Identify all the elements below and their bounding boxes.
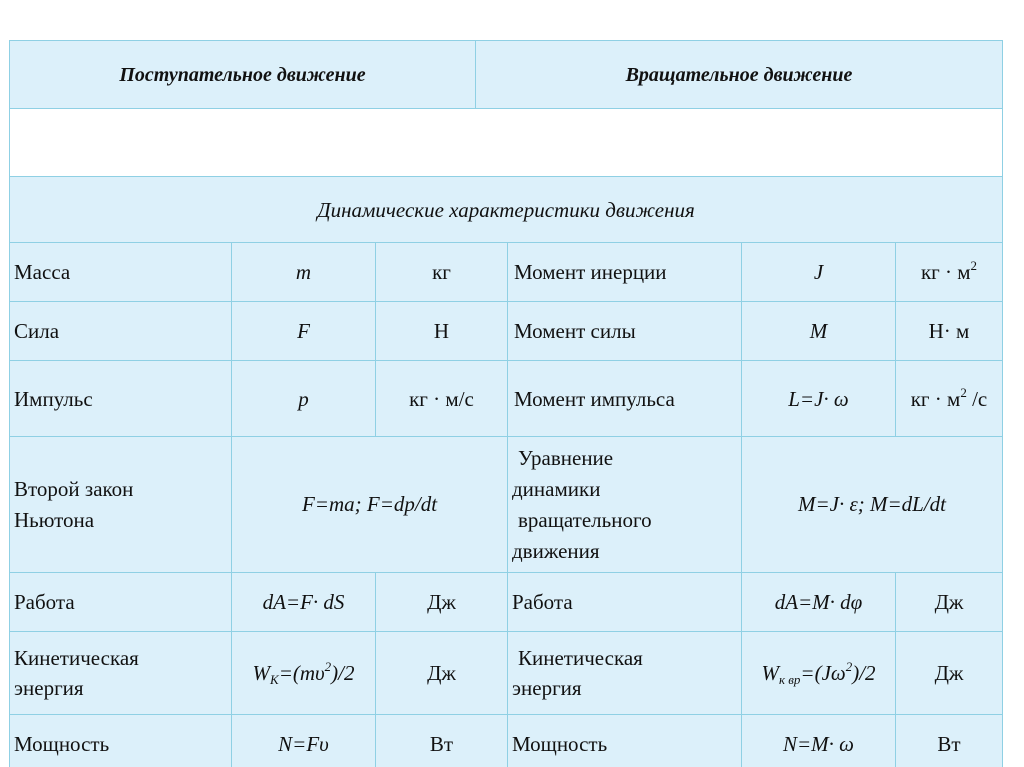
quantity-line: движения <box>512 538 600 563</box>
quantity-line: Кинетическая <box>518 646 643 670</box>
quantity-line: Уравнение <box>518 445 614 470</box>
table-row <box>10 715 1003 767</box>
unit-superscript: 2 <box>970 258 978 273</box>
translational-symbol <box>232 632 376 715</box>
symbol-superscript: 2 <box>324 659 332 674</box>
translational-quantity <box>10 437 232 573</box>
translational-quantity: Масса <box>10 243 232 302</box>
translational-unit: Дж <box>376 573 508 632</box>
rotational-symbol <box>742 632 896 715</box>
rotational-symbol: dA=M· dφ <box>742 573 896 632</box>
symbol-part: W <box>252 661 271 685</box>
table-row <box>10 573 1003 632</box>
rotational-unit: Дж <box>896 632 1003 715</box>
symbol-superscript: 2 <box>845 659 853 674</box>
symbol-part: =(mυ <box>278 661 325 685</box>
symbol-subscript: K <box>270 672 279 687</box>
translational-quantity: Сила <box>10 302 232 361</box>
unit-superscript: 2 <box>960 384 967 400</box>
rotational-unit <box>896 361 1003 437</box>
symbol-part: =(Jω <box>800 661 846 685</box>
quantity-line: энергия <box>14 676 84 700</box>
quantity-line: Ньютона <box>14 507 95 532</box>
rotational-symbol: J <box>742 243 896 302</box>
rotational-symbol: M <box>742 302 896 361</box>
translational-unit: кг <box>376 243 508 302</box>
header-table <box>9 40 1003 243</box>
blank-row <box>10 109 1003 177</box>
rotational-quantity: Момент импульса <box>508 361 742 437</box>
rotational-quantity: Работа <box>508 573 742 632</box>
table-row <box>10 632 1003 715</box>
translational-quantity: Мощность <box>10 715 232 767</box>
symbol-part: )/2 <box>331 661 355 685</box>
symbol-subscript: к вр <box>778 672 801 687</box>
rotational-unit <box>896 243 1003 302</box>
rotational-quantity: Мощность <box>508 715 742 767</box>
dynamics-table <box>9 242 1003 767</box>
rotational-symbol: N=M· ω <box>742 715 896 767</box>
unit-tail: /с <box>966 386 988 411</box>
symbol-part: )/2 <box>852 661 876 685</box>
section-title: Динамические характеристики движения <box>10 177 1003 243</box>
translational-quantity: Импульс <box>10 361 232 437</box>
rotational-motion-header: Вращательное движение <box>476 41 1003 109</box>
quantity-line: энергия <box>512 676 582 700</box>
unit-base: кг · м <box>910 386 961 411</box>
rotational-quantity: Момент инерции <box>508 243 742 302</box>
translational-quantity <box>10 632 232 715</box>
quantity-line: динамики <box>512 476 601 501</box>
translational-symbol: dA=F· dS <box>232 573 376 632</box>
translational-symbol: F <box>232 302 376 361</box>
rotational-symbol: L=J· ω <box>742 361 896 437</box>
section-row <box>10 177 1003 243</box>
rotational-unit: Н· м <box>896 302 1003 361</box>
rotational-formula: M=J· ε; M=dL/dt <box>742 437 1003 573</box>
translational-unit: Дж <box>376 632 508 715</box>
header-row <box>10 41 1003 109</box>
translational-unit: кг · м/с <box>376 361 508 437</box>
translational-unit: Н <box>376 302 508 361</box>
translational-unit: Вт <box>376 715 508 767</box>
quantity-line: Второй закон <box>14 476 134 501</box>
translational-symbol: p <box>232 361 376 437</box>
unit-base: кг · м <box>920 260 971 284</box>
blank-cell <box>10 109 1003 177</box>
translational-symbol: N=Fυ <box>232 715 376 767</box>
table-row <box>10 437 1003 573</box>
table-row <box>10 361 1003 437</box>
translational-formula: F=ma; F=dp/dt <box>232 437 508 573</box>
translational-symbol: m <box>232 243 376 302</box>
translational-quantity: Работа <box>10 573 232 632</box>
quantity-line: Кинетическая <box>14 646 139 670</box>
table-row <box>10 243 1003 302</box>
rotational-quantity <box>508 437 742 573</box>
rotational-quantity: Момент силы <box>508 302 742 361</box>
translational-motion-header: Поступательное движение <box>10 41 476 109</box>
rotational-quantity <box>508 632 742 715</box>
symbol-part: W <box>761 661 779 685</box>
rotational-unit: Вт <box>896 715 1003 767</box>
rotational-unit: Дж <box>896 573 1003 632</box>
quantity-line: вращательного <box>518 507 652 532</box>
table-row <box>10 302 1003 361</box>
